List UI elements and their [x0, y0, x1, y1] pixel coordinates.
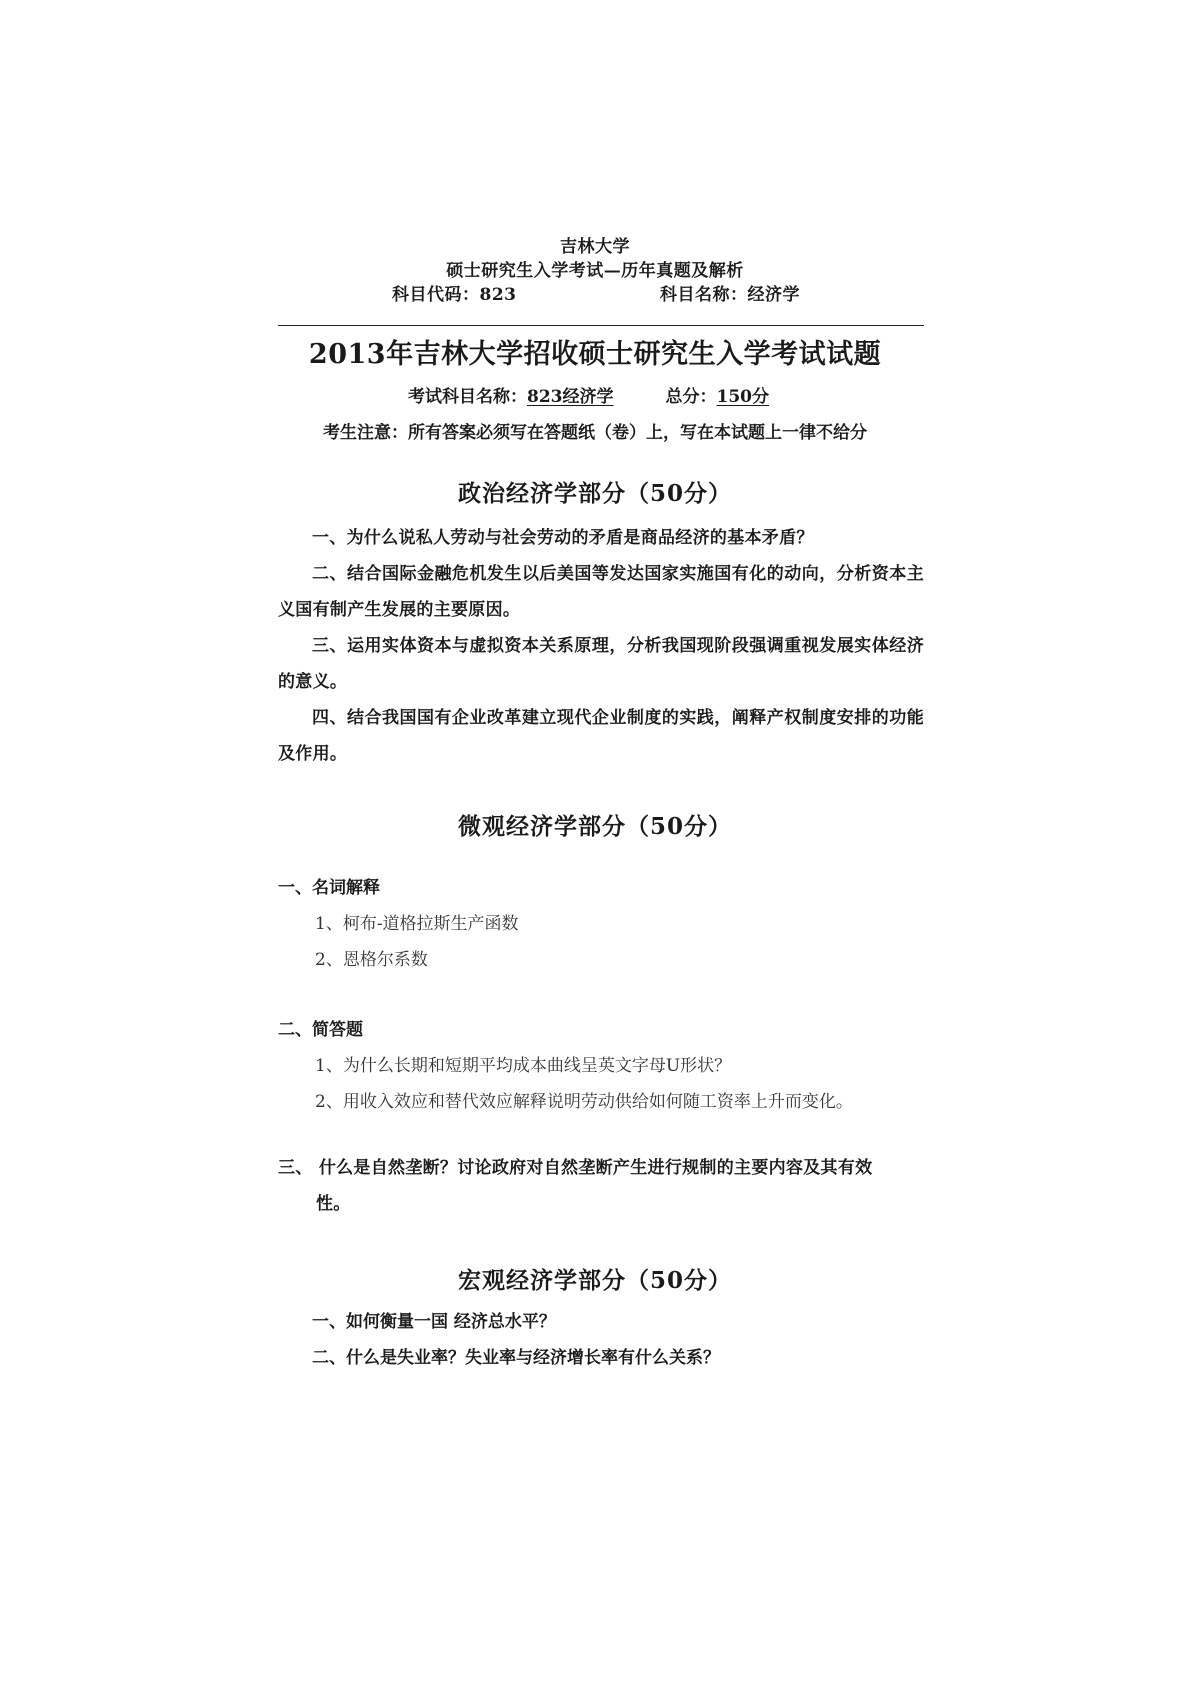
- macro-question-1: 一、如何衡量一国 经济总水平？: [312, 1312, 556, 1332]
- header-subtitle: 硕士研究生入学考试—历年真题及解析: [446, 261, 744, 281]
- section-heading-political: 政治经济学部分（50分）: [457, 480, 732, 507]
- micro-part1-item-1: 1、柯布-道格拉斯生产函数: [315, 914, 519, 934]
- micro-part3: [278, 1150, 924, 1222]
- political-question-2: 二、结合国际金融危机发生以后美国等发达国家实施国有化的动向，分析资本主义国有制产生发展的主要原因。: [278, 564, 924, 620]
- micro-part2-item-1: 1、为什么长期和短期平均成本曲线呈英文字母U形状？: [315, 1056, 732, 1076]
- exam-subject-value: 823经济学: [527, 387, 614, 407]
- micro-part3-line-2: 性。: [316, 1194, 351, 1214]
- section-heading-micro: 微观经济学部分（50分）: [457, 813, 732, 840]
- micro-part2-title: 二、简答题: [278, 1020, 363, 1040]
- header-subject-name: 科目名称：经济学: [660, 285, 800, 305]
- exam-notice: 考生注意：所有答案必须写在答题纸（卷）上，写在本试题上一律不给分: [323, 423, 867, 443]
- exam-score-label: 总分：: [665, 387, 717, 407]
- exam-subject-label: 考试科目名称：: [408, 387, 527, 407]
- political-question-3: 三、运用实体资本与虚拟资本关系原理，分析我国现阶段强调重视发展实体经济的意义。: [278, 636, 924, 692]
- micro-part1-title: 一、名词解释: [278, 878, 380, 898]
- header-divider: [278, 325, 924, 326]
- exam-title: 2013年吉林大学招收硕士研究生入学考试试题: [308, 339, 882, 370]
- header-university: 吉林大学: [560, 237, 630, 257]
- micro-part2-item-2: 2、用收入效应和替代效应解释说明劳动供给如何随工资率上升而变化。: [315, 1092, 853, 1112]
- header-subject-code: 科目代码：823: [392, 285, 517, 305]
- political-question-4: 四、结合我国国有企业改革建立现代企业制度的实践，阐释产权制度安排的功能及作用。: [278, 708, 924, 764]
- micro-part1-item-2: 2、恩格尔系数: [315, 950, 428, 970]
- political-question-1: 一、为什么说私人劳动与社会劳动的矛盾是商品经济的基本矛盾？: [312, 528, 814, 548]
- section-heading-macro: 宏观经济学部分（50分）: [457, 1267, 732, 1294]
- macro-question-2: 二、什么是失业率？失业率与经济增长率有什么关系？: [312, 1348, 720, 1368]
- micro-part3-line-1: 三、 什么是自然垄断？讨论政府对自然垄断产生进行规制的主要内容及其有效: [278, 1158, 873, 1178]
- exam-subject-line: [408, 382, 769, 407]
- exam-score-value: 150分: [716, 387, 769, 407]
